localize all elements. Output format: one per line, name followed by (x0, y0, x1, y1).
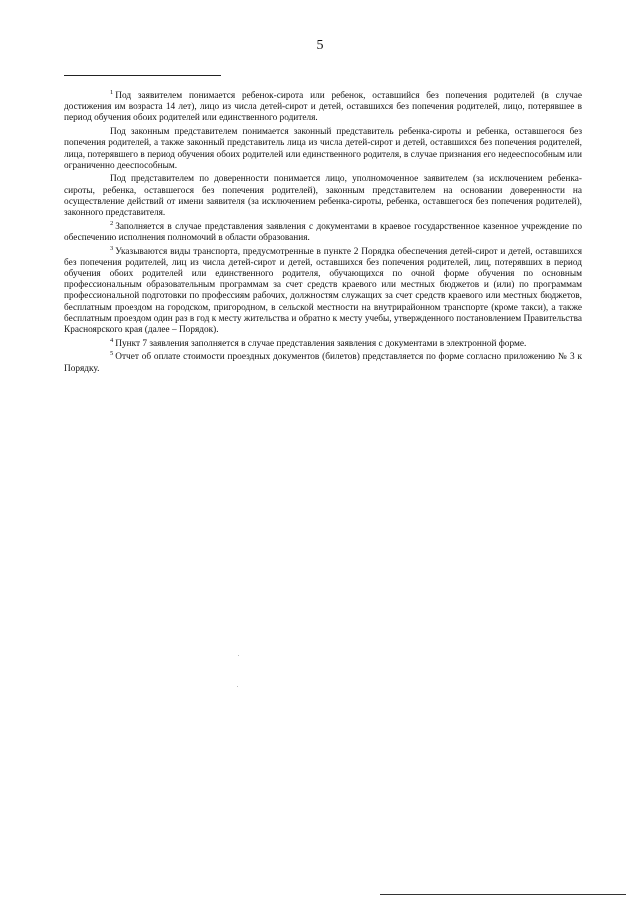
footnote-marker: 3 (110, 244, 114, 252)
footnote-5 (64, 352, 582, 374)
footnote-2 (64, 219, 582, 244)
footnote-marker: 5 (110, 350, 114, 358)
footnote-text: Под представителем по доверенности понимается лицо, уполномоченное заявителем (за исключением ребенка-сироты, ребенка, оставшегося без попечения родителей), законным представителем на основании доверенности на осуществление действий от имени заявителя (за исключением ребенка-сироты, ребенка, оставшегося без попечения родителей), законного представителя. (64, 174, 582, 219)
footnote-marker: 4 (110, 336, 114, 344)
footnote-marker: 1 (110, 89, 114, 96)
footnote-text: Под заявителем понимается ребенок-сирота или ребенок, оставшийся без попечения родителей (в случае достижения им возраста 14 лет), лицо из числа детей-сирот и детей, оставшихся без попечения родителей, лицо, потерявшее в период обучения обоих родителей или единственного родителя. (64, 91, 582, 124)
footnote-1-continued (64, 127, 582, 172)
footnotes (64, 91, 582, 377)
scan-speck (237, 686, 238, 687)
footnote-4 (64, 336, 582, 350)
footnote-marker: 2 (110, 219, 114, 227)
footnote-text: Пункт 7 заявления заполняется в случае представления заявления с документами в электронной форме. (115, 338, 527, 349)
footnote-1 (64, 91, 582, 125)
bottom-edge-line (380, 894, 626, 895)
footnote-1-continued (64, 174, 582, 219)
footnote-separator (64, 75, 221, 76)
footnote-text: Отчет об оплате стоимости проездных документов (билетов) представляется по форме согласно приложению № 3 к Порядку. (64, 352, 582, 374)
footnote-text: Заполняется в случае представления заявления с документами в краевое государственное казенное учреждение по обеспечению исполнения полномочий в области образования. (64, 221, 582, 243)
footnote-text: Указываются виды транспорта, предусмотренные в пункте 2 Порядка обеспечения детей-сирот и детей, оставшихся без попечения родителей, лиц из числа детей-сирот и детей, оставшихся без попечения родителей, лиц, потерявших в период обучения обоих родителей или единственного родителя, обучающихся по очной форме обучения по основным профессиональным образовательным программам за счет средств краевого или местных бюджетов и (или) по программам профессиональной подготовки по профессиям рабочих, должностям служащих за счет средств краевого или местных бюджетов, бесплатным проездом на городском, пригородном, в сельской местности на внутрирайонном транспорте (кроме такси), а также бесплатным проездом один раз в год к месту жительства и обратно к месту учебы, утвержденного постановлением Правительства Красноярского края (далее – Порядок). (64, 246, 582, 336)
footnote-text: Под законным представителем понимается законный представитель ребенка-сироты и ребенка, оставшегося без попечения родителей, а также законный представитель лица из числа детей-сирот и детей, оставшихся без попечения родителей, лица, потерявшего в период обучения обоих родителей или единственного родителя, в случае признания его недееспособным или ограниченно дееспособным. (64, 127, 582, 171)
footnote-3 (64, 244, 582, 337)
scan-speck (238, 655, 239, 656)
page-number: 5 (316, 38, 324, 53)
